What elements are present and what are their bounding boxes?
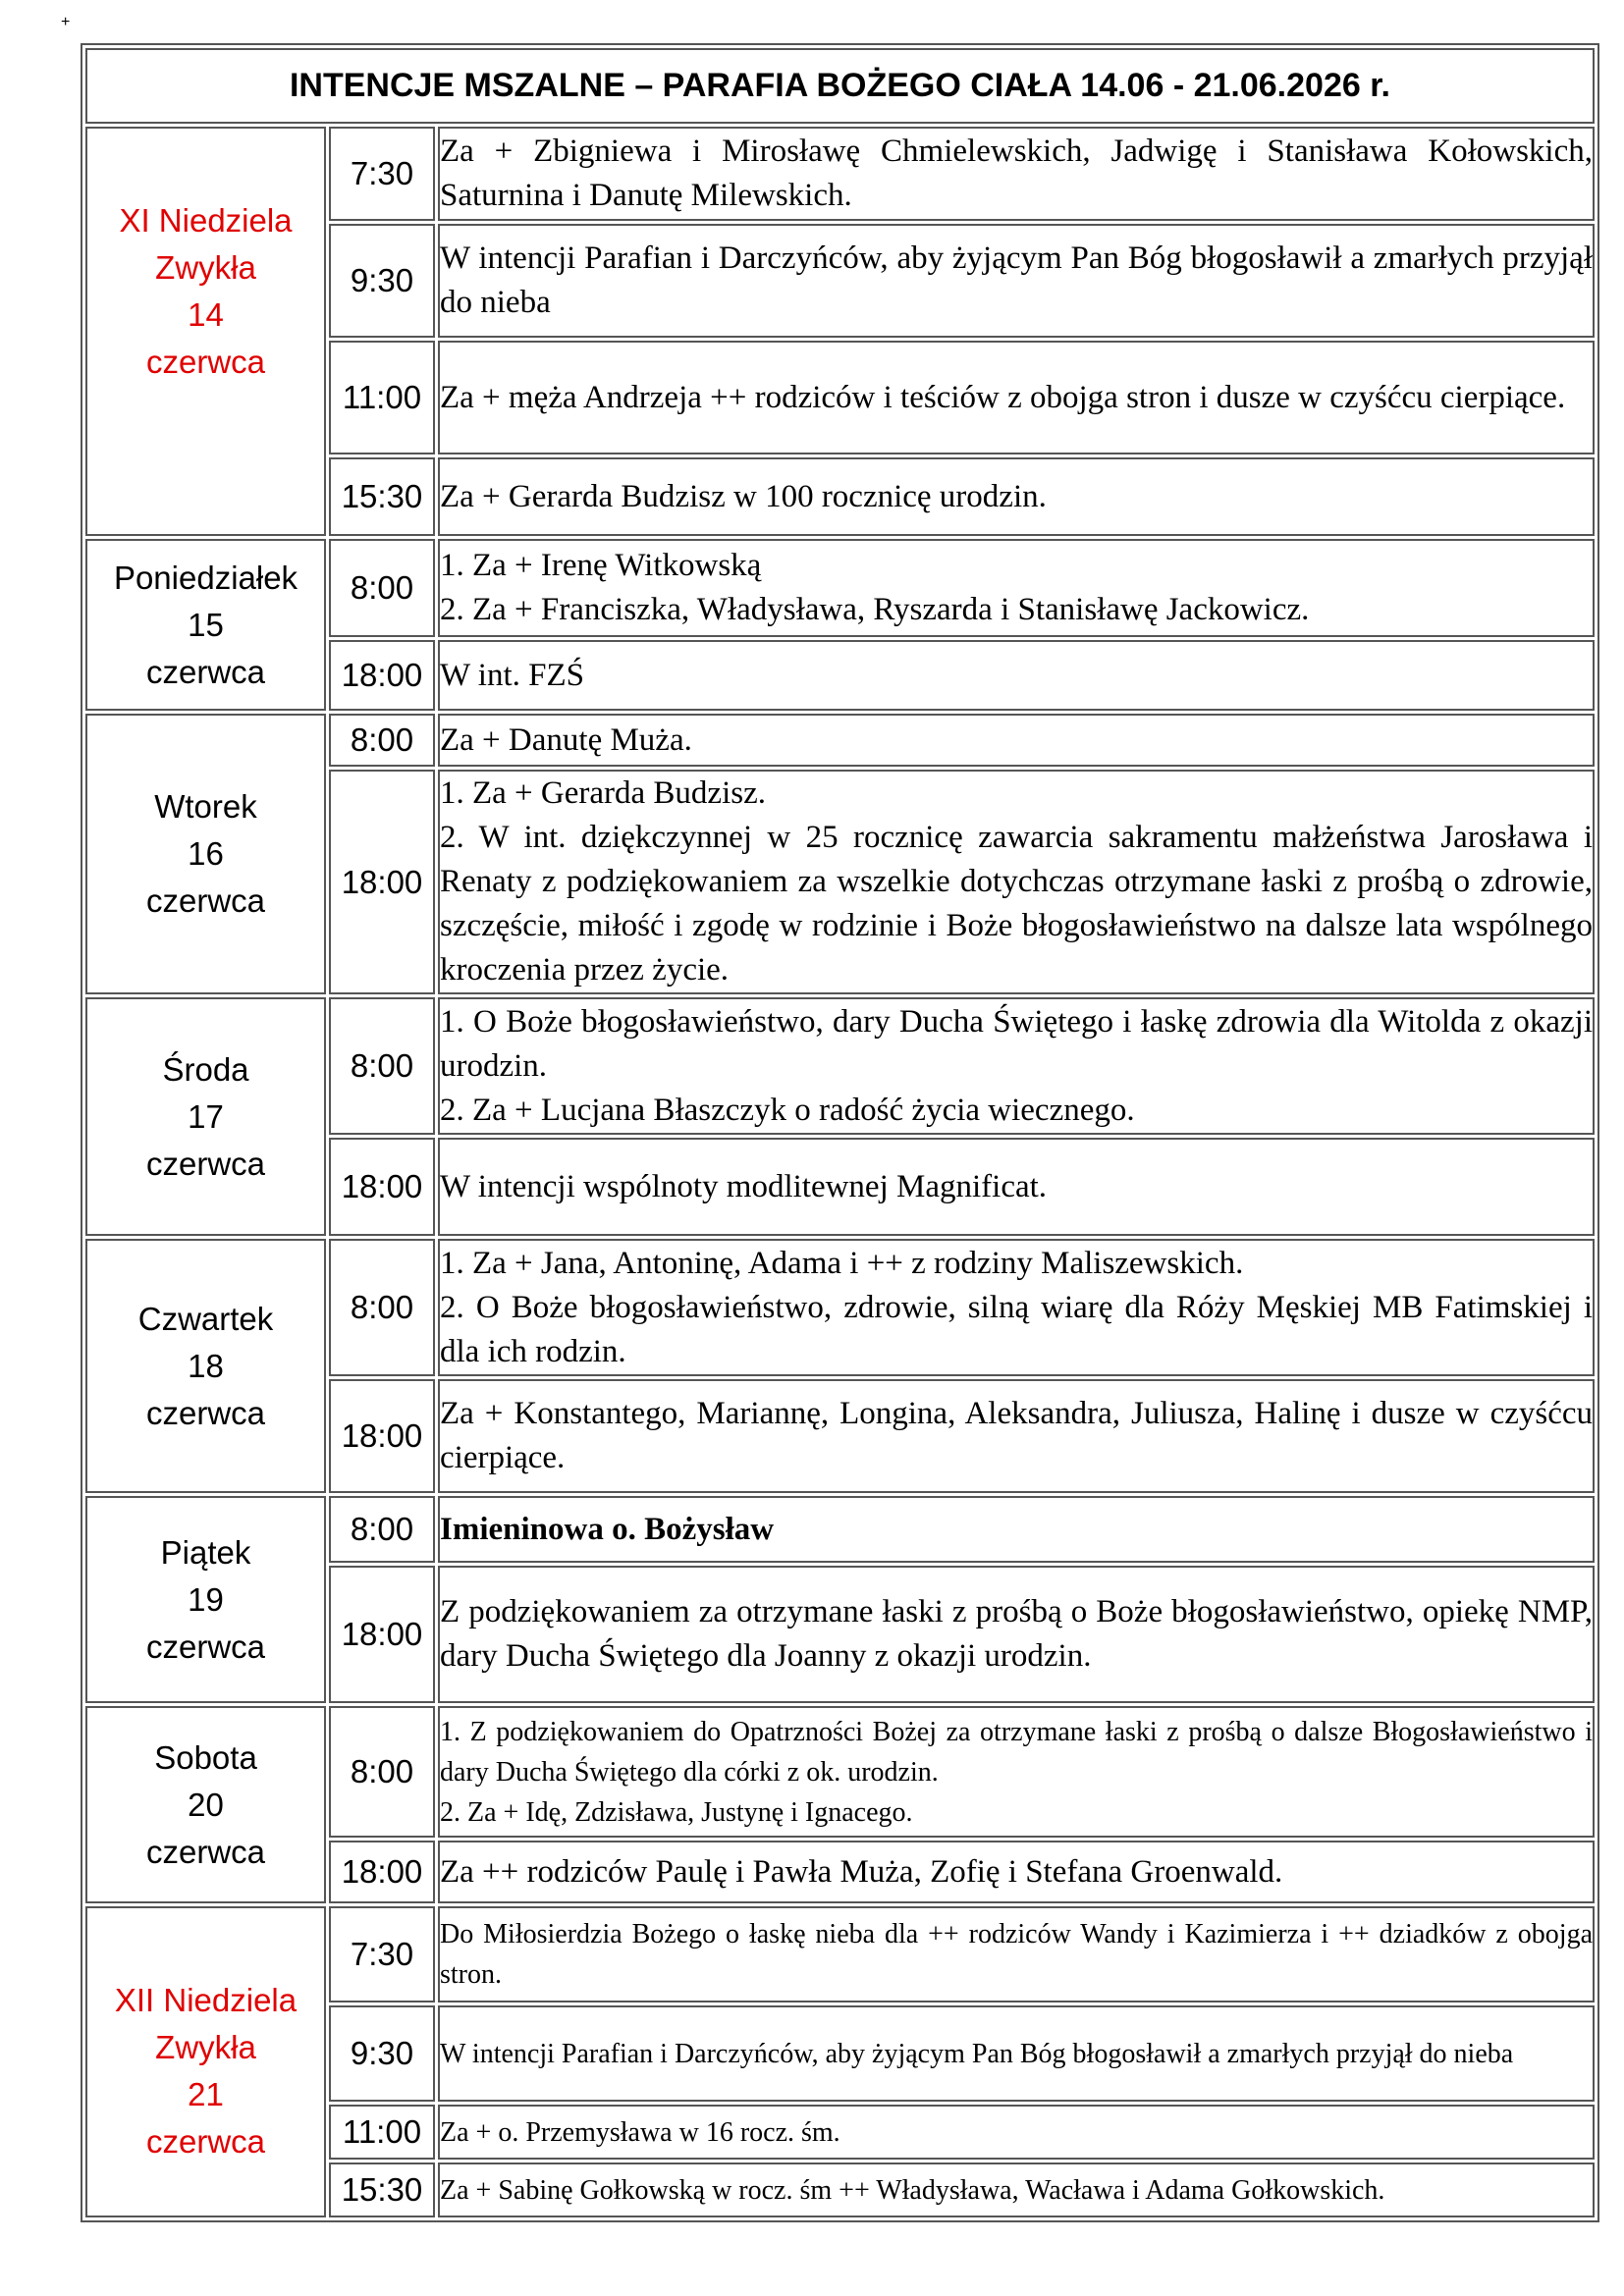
- intention-line: W intencji Parafian i Darczyńców, aby żyjącym Pan Bóg błogosławił a zmarłych przyjął do nieba: [440, 2038, 1514, 2069]
- mass-time: 7:30: [329, 127, 435, 221]
- mass-time: 18:00: [329, 1566, 435, 1703]
- mass-intention: [438, 1566, 1595, 1703]
- day-cell: [85, 1239, 326, 1493]
- mass-row: [85, 997, 1595, 1135]
- mass-time: 11:00: [329, 2105, 435, 2160]
- corner-marker: +: [61, 14, 71, 30]
- intention-line: 2. Za + Idę, Zdzisława, Justynę i Ignacego.: [440, 1796, 913, 1828]
- mass-time: 15:30: [329, 2163, 435, 2217]
- mass-intention: [438, 1138, 1595, 1236]
- day-cell: [85, 127, 326, 536]
- intention-line: 2. O Boże błogosławieństwo, zdrowie, silną wiarę dla Róży Męskiej MB Fatimskiej i dla ich rodzin.: [440, 1289, 1593, 1369]
- day-label-line: czerwca: [145, 882, 266, 919]
- mass-row: [85, 1706, 1595, 1838]
- day-label-line: Poniedziałek: [113, 559, 298, 596]
- day-label-line: 14: [188, 296, 224, 333]
- mass-row: [85, 127, 1595, 221]
- mass-time: 7:30: [329, 1906, 435, 2002]
- mass-time: 9:30: [329, 224, 435, 338]
- day-label-line: Piątek: [160, 1533, 251, 1571]
- day-label-line: 17: [188, 1097, 224, 1135]
- day-label-line: Wtorek: [154, 788, 257, 825]
- day-label-line: 19: [188, 1580, 224, 1618]
- mass-time: 9:30: [329, 2005, 435, 2102]
- mass-time: 8:00: [329, 1706, 435, 1838]
- mass-intention: [438, 539, 1595, 637]
- intention-line: Za + Danutę Muża.: [440, 721, 692, 758]
- mass-row: [85, 1239, 1595, 1376]
- day-label-line: 18: [188, 1347, 224, 1384]
- mass-intention: [438, 2105, 1595, 2160]
- intention-line: Do Miłosierdzia Bożego o łaskę nieba dla ++ rodziców Wandy i Kazimierza i ++ dziadków z obojga stron.: [440, 1919, 1593, 1990]
- mass-row: [85, 714, 1595, 767]
- day-label-line: Zwykła: [155, 249, 256, 286]
- title-row: [85, 48, 1595, 124]
- mass-intention: [438, 997, 1595, 1135]
- mass-time: 18:00: [329, 1841, 435, 1903]
- day-label-line: Środa: [162, 1050, 249, 1088]
- mass-time: 11:00: [329, 341, 435, 454]
- intention-line: 2. Za + Franciszka, Władysława, Ryszarda i Stanisławę Jackowicz.: [440, 592, 1310, 627]
- mass-row: [85, 1906, 1595, 2002]
- intention-line: 1. Za + Irenę Witkowską: [440, 548, 762, 583]
- day-label-line: 16: [188, 835, 224, 872]
- intention-line: Za + Gerarda Budzisz w 100 rocznicę urodzin.: [440, 478, 1047, 514]
- mass-row: [85, 539, 1595, 637]
- intention-line: Za + Konstantego, Mariannę, Longina, Aleksandra, Juliusza, Halinę i dusze w czyśćcu cierpiące.: [440, 1396, 1593, 1475]
- day-label-line: 15: [188, 606, 224, 643]
- day-label-line: Zwykła: [155, 2029, 256, 2065]
- day-label-line: czerwca: [145, 1394, 266, 1431]
- mass-time: 8:00: [329, 539, 435, 637]
- intention-line: Za + Sabinę Gołkowską w rocz. śm ++ Władysława, Wacława i Adama Gołkowskich.: [440, 2174, 1385, 2206]
- mass-intention: [438, 1706, 1595, 1838]
- mass-time: 8:00: [329, 997, 435, 1135]
- page-title: INTENCJE MSZALNE – PARAFIA BOŻEGO CIAŁA 14.06 - 21.06.2026 r.: [85, 48, 1595, 124]
- intention-line: Za + Zbigniewa i Mirosławę Chmielewskich, Jadwigę i Stanisława Kołowskich, Saturnina i Danutę Milewskich.: [440, 133, 1593, 213]
- intention-line: W intencji Parafian i Darczyńców, aby żyjącym Pan Bóg błogosławił a zmarłych przyjął do nieba: [440, 240, 1593, 320]
- mass-intention: [438, 714, 1595, 767]
- mass-time: 18:00: [329, 1379, 435, 1493]
- mass-intention: [438, 457, 1595, 536]
- day-cell: [85, 1706, 326, 1903]
- intention-line: 1. Z podziękowaniem do Opatrzności Bożej za otrzymane łaski z prośbą o dalsze Błogosławieństwo i dary Ducha Świętego dla córki z ok. urodzin.: [440, 1716, 1593, 1788]
- day-label-line: 20: [188, 1786, 224, 1823]
- mass-intention: [438, 127, 1595, 221]
- day-label-line: XII Niedziela: [114, 1982, 298, 2018]
- intention-line: 1. Za + Jana, Antoninę, Adama i ++ z rodziny Maliszewskich.: [440, 1245, 1244, 1281]
- intention-line: Imieninowa o. Bożysław: [440, 1511, 775, 1547]
- schedule-wrapper: [81, 43, 1599, 2222]
- intention-line: 1. O Boże błogosławieństwo, dary Ducha Świętego i łaskę zdrowia dla Witolda z okazji urodzin.: [440, 1003, 1593, 1084]
- intention-line: 1. Za + Gerarda Budzisz.: [440, 775, 766, 811]
- mass-time: 15:30: [329, 457, 435, 536]
- day-label-line: czerwca: [145, 1628, 266, 1665]
- mass-intention: [438, 1906, 1595, 2002]
- mass-intention: [438, 2163, 1595, 2217]
- mass-intention: [438, 640, 1595, 711]
- day-label-line: czerwca: [145, 1833, 266, 1870]
- mass-time: 8:00: [329, 714, 435, 767]
- day-cell: [85, 997, 326, 1236]
- day-label-line: XI Niedziela: [119, 202, 293, 239]
- day-label-line: Sobota: [154, 1738, 257, 1776]
- mass-intention: [438, 770, 1595, 994]
- intention-line: W int. FZŚ: [440, 657, 585, 693]
- mass-intention: [438, 1841, 1595, 1903]
- mass-time: 8:00: [329, 1496, 435, 1563]
- intention-line: Z podziękowaniem za otrzymane łaski z prośbą o Boże błogosławieństwo, opiekę NMP, dary Ducha Świętego dla Joanny z okazji urodzin.: [440, 1594, 1593, 1674]
- day-cell: [85, 714, 326, 994]
- mass-intention: [438, 1379, 1595, 1493]
- mass-intention: [438, 2005, 1595, 2102]
- day-cell: [85, 539, 326, 711]
- day-cell: [85, 1906, 326, 2217]
- mass-row: [85, 1496, 1595, 1563]
- mass-intention: [438, 1496, 1595, 1563]
- mass-time: 18:00: [329, 1138, 435, 1236]
- intention-line: 2. W int. dziękczynnej w 25 rocznicę zawarcia sakramentu małżeństwa Jarosława i Renaty z podziękowaniem za wszelkie dotychczas otrzymane łaski z prośbą o zdrowie, szczęście, miłość i zgodę w rodzinie i Boże błogosławieństwo na dalsze lata wspólnego kroczenia przez życie.: [440, 820, 1593, 988]
- day-label-line: czerwca: [145, 2123, 266, 2160]
- mass-intention: [438, 224, 1595, 338]
- mass-time: 18:00: [329, 770, 435, 994]
- mass-intentions-table: [81, 43, 1599, 2222]
- day-label-line: czerwca: [145, 1145, 266, 1182]
- mass-intention: [438, 1239, 1595, 1376]
- intention-line: Za ++ rodziców Paulę i Pawła Muża, Zofię i Stefana Groenwald.: [440, 1853, 1283, 1890]
- day-label-line: 21: [188, 2076, 224, 2112]
- intention-line: Za + męża Andrzeja ++ rodziców i teściów z obojga stron i dusze w czyśćcu cierpiące.: [440, 379, 1566, 415]
- day-label-line: czerwca: [145, 653, 266, 690]
- day-label-line: Czwartek: [137, 1300, 274, 1337]
- mass-intention: [438, 341, 1595, 454]
- day-label-line: czerwca: [145, 344, 266, 380]
- intention-line: W intencji wspólnoty modlitewnej Magnificat.: [440, 1168, 1048, 1204]
- intention-line: 2. Za + Lucjana Błaszczyk o radość życia wiecznego.: [440, 1092, 1135, 1128]
- mass-time: 8:00: [329, 1239, 435, 1376]
- mass-time: 18:00: [329, 640, 435, 711]
- intention-line: Za + o. Przemysława w 16 rocz. śm.: [440, 2116, 840, 2148]
- day-cell: [85, 1496, 326, 1703]
